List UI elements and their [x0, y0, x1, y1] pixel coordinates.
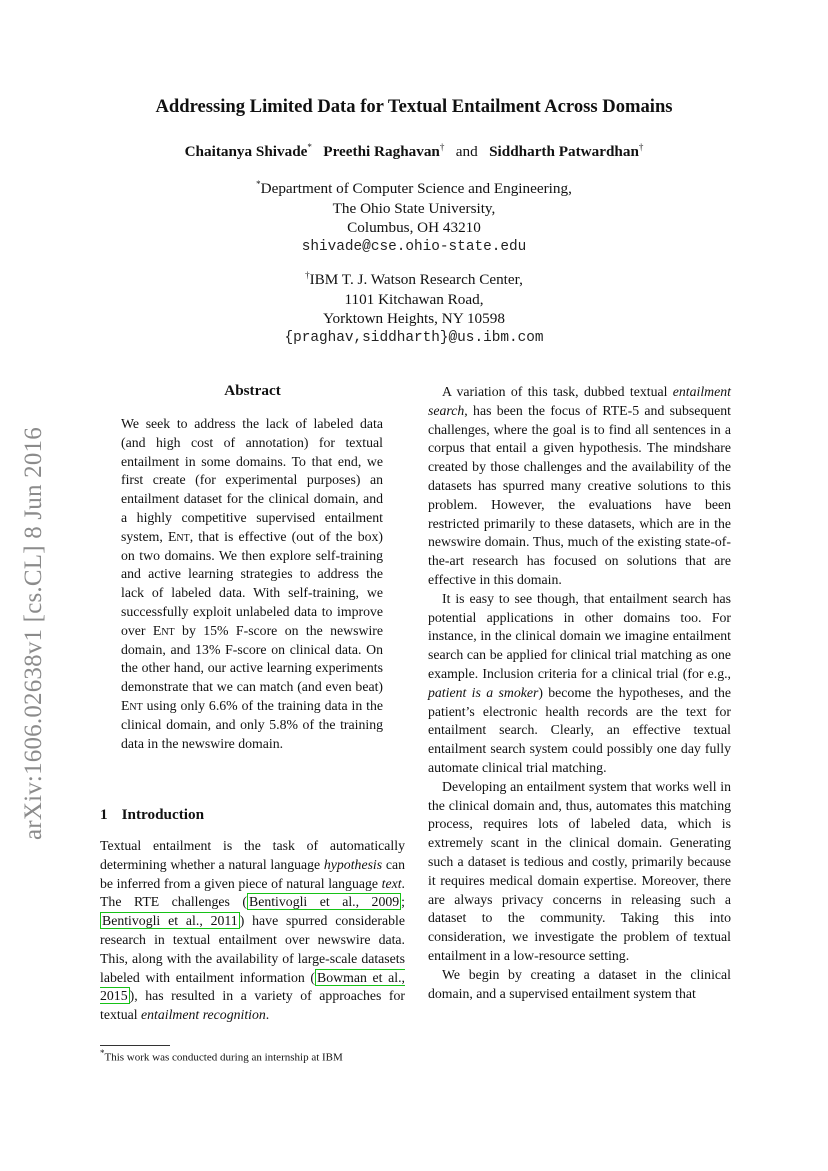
- affiliation-2-line3: Yorktown Heights, NY 10598: [323, 310, 505, 328]
- intro-text-4: ;: [401, 894, 405, 910]
- intro-text-3: . The RTE challenges (: [100, 875, 405, 910]
- affiliation-1-line1: Department of Computer Science and Engineering,: [260, 180, 572, 198]
- intro-text-6: ), has resulted in a variety of approaches for textual: [100, 988, 405, 1023]
- abstract-text-3: by 15% F-score on the newswire domain, and 13% F-score on clinical data. On the other hand, our active learning experiments demonstrate that we can match (and even beat): [121, 622, 383, 695]
- author-line: [0, 142, 828, 161]
- abstract-heading: Abstract: [224, 382, 281, 399]
- affiliation-1-mark: *: [256, 179, 261, 189]
- footnote-text: This work was conducted during an internship at IBM: [104, 1051, 343, 1064]
- em-entailment-search: entailment search: [428, 384, 731, 418]
- paper-title: Addressing Limited Data for Textual Entailment Across Domains: [155, 96, 673, 117]
- paragraph-text: A variation of this task, dubbed textual: [442, 384, 673, 399]
- footnote-mark: *: [100, 1048, 105, 1058]
- affiliation-ibm: [0, 266, 828, 348]
- intro-text-1: Textual entailment is the task of automatically determining whether a natural language: [100, 838, 405, 872]
- author-2-mark: †: [439, 142, 445, 152]
- section-heading-introduction: [100, 806, 204, 824]
- citation-link[interactable]: Bentivogli et al., 2009: [249, 894, 400, 910]
- affiliation-2-line1: IBM T. J. Watson Research Center,: [309, 271, 523, 289]
- intro-text-7: .: [265, 1007, 270, 1023]
- paragraph: Developing an entailment system that works well in the clinical domain and, thus, automates this matching process, requires lots of labeled data, which is extremely scant in the clinical domain. Generating such a dataset is tedious and costly, primarily because it requires medical domain expertise. Moreover, there are always privacy concerns in releasing such a dataset to the community. Taking this into consideration, we investigate the problem of textual entailment in a low-resource setting.: [428, 778, 731, 963]
- intro-em-hypothesis: hypothesis: [323, 856, 383, 872]
- footnote-rule: [100, 1045, 170, 1046]
- paragraph: [428, 383, 731, 590]
- affiliation-2-email: {praghav,siddharth}@us.ibm.com: [284, 329, 544, 346]
- author-and: and: [455, 143, 478, 161]
- intro-text-2: can be inferred from a given piece of natural language: [100, 856, 405, 891]
- paragraph-text: ) become the hypotheses, and the patient’s electronic health records are the text for entailment search. Clearly, an effective textual entailment search system could possibly one day fully automate clinical trial matching.: [428, 684, 731, 775]
- ent-system-name: Ent: [121, 697, 143, 713]
- affiliation-1-email: shivade@cse.ohio-state.edu: [301, 238, 527, 255]
- citation-link[interactable]: Bentivogli et al., 2011: [102, 913, 238, 929]
- affiliation-1-line3: Columbus, OH 43210: [347, 219, 481, 237]
- arxiv-stamp: arXiv:1606.02638v1 [cs.CL] 8 Jun 2016: [20, 427, 47, 840]
- ent-system-name: Ent: [152, 622, 175, 638]
- affiliation-osu: [0, 175, 828, 257]
- section-title: Introduction: [121, 806, 205, 823]
- em-patient-is-a-smoker: patient is a smoker: [428, 684, 539, 700]
- footnote: [100, 1048, 343, 1064]
- intro-em-entailment-recognition: entailment recognition: [141, 1007, 266, 1023]
- paragraph: We begin by creating a dataset in the clinical domain, and a supervised entailment system that: [428, 966, 731, 1001]
- abstract-text-4: using only 6.6% of the training data in the clinical domain, and only 5.8% of the training data in the newswire domain.: [121, 697, 383, 751]
- affiliation-1-line2: The Ohio State University,: [332, 199, 496, 217]
- affiliation-2-line2: 1101 Kitchawan Road,: [344, 290, 484, 308]
- author-3-mark: †: [638, 142, 644, 152]
- paragraph-text: It is easy to see though, that entailment search has potential applications in other domains too. For instance, in the clinical domain we imagine entailment search can be applied for clinical trial matching as one example. Inclusion criteria for a clinical trial (for e.g.,: [428, 590, 731, 681]
- affiliation-2-mark: †: [305, 270, 310, 280]
- intro-text-5: ) have spurred considerable research in textual entailment over newswire data. This, along with the availability of large-scale datasets labeled with entailment information (: [100, 913, 405, 985]
- paragraph-text: , has been the focus of RTE-5 and subsequent challenges, where the goal is to find all sentences in a corpus that entail a given hypothesis. The mindshare created by those challenges and the availability of the datasets has spurred many creative solutions to this problem. However, the evaluations have been restricted primarily to these datasets, which are in the newswire domain. Thus, much of the existing state-of-the-art research has focused on solutions that are effective in this domain.: [428, 402, 731, 587]
- abstract-text-1: We seek to address the lack of labeled data (and high cost of annotation) for textual entailment in some domains. To that end, we first create (for experimental purposes) an entailment dataset for the clinical domain, and a highly competitive supervised entailment system,: [121, 416, 383, 544]
- author-1-mark: *: [307, 142, 312, 152]
- intro-em-text: text: [381, 875, 402, 891]
- abstract-text-2: , that is effective (out of the box) on two domains. We then explore self-training and active learning strategies to address the lack of labeled data. With self-training, we successfully exploit unlabeled data to improve over: [121, 528, 383, 638]
- paragraph: [428, 590, 731, 778]
- right-column-body: [428, 383, 731, 1003]
- author-1: Chaitanya Shivade: [184, 143, 308, 161]
- ent-system-name: Ent: [167, 528, 190, 544]
- introduction-body: [100, 837, 405, 1025]
- author-3: Siddharth Patwardhan: [489, 143, 639, 161]
- section-number: 1: [100, 806, 108, 823]
- citation-link[interactable]: Bowman et al., 2015: [100, 969, 406, 1004]
- abstract-body: [121, 415, 383, 753]
- author-2: Preethi Raghavan: [323, 143, 440, 161]
